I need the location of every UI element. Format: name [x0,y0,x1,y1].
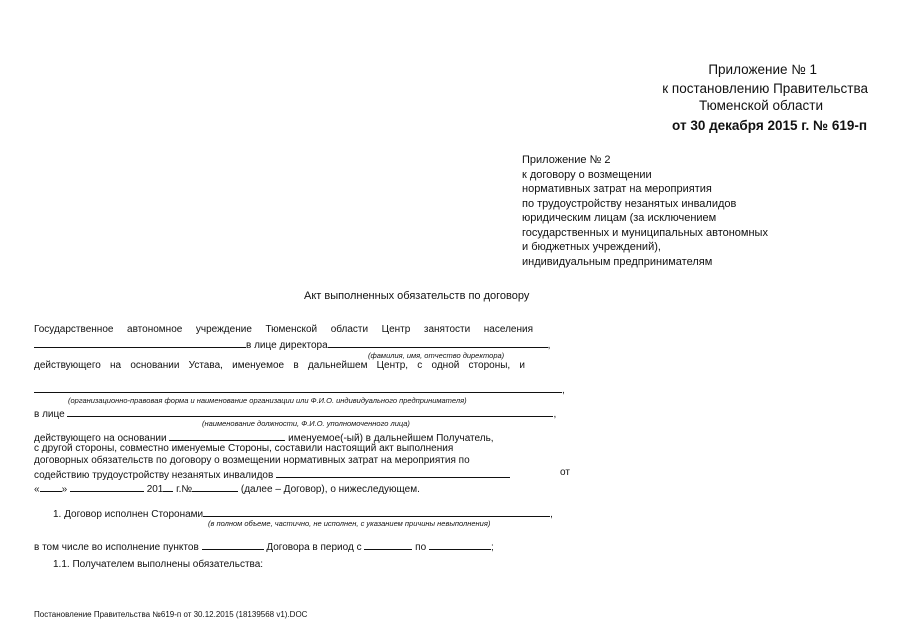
year-field[interactable] [163,481,173,492]
body-p1-line3: действующего на основании Устава, именуемое в дальнейшем Центр, с одной стороны, и [34,360,525,371]
appendix2-line: юридическим лицам (за исключением [522,212,717,224]
month-field[interactable] [70,481,144,492]
appendix2-block [522,153,768,269]
caption-org-form: (организационно-правовая форма и наименование организации или Ф.И.О. индивидуального предпринимателя) [68,396,467,405]
document-title: Акт выполненных обязательств по договору [304,290,530,302]
named-recipient-label: именуемое(-ый) в дальнейшем Получатель, [288,433,494,444]
assistance-label: содействию трудоустройству незанятых инвалидов [34,470,274,481]
year-prefix: 201 [146,484,164,495]
period-to-label: по [415,542,427,553]
points-field[interactable] [202,539,264,550]
fulfillment-field[interactable] [203,506,550,517]
contract-period-label: Договора в период с [266,542,362,553]
appendix1-line4: от 30 декабря 2015 г. № 619-п [672,118,867,133]
caption-position: (наименование должности, Ф.И.О. уполномоченного лица) [202,419,410,428]
representative-field[interactable] [67,406,553,417]
period-to-field[interactable] [429,539,491,550]
item1-line: 1. Договор исполнен Сторонами , [53,506,553,520]
caption-fullness: (в полном объеме, частично, не исполнен, с указанием причины невыполнения) [208,519,491,528]
period-from-field[interactable] [364,539,412,550]
after-contract-label: (далее – Договор), о нижеследующем. [240,484,420,495]
appendix2-line: индивидуальным предпринимателям [522,255,713,268]
acting-basis-line [34,430,494,444]
caption-director-fio: (фамилия, имя, отчество директора) [368,351,505,360]
appendix2-line: по трудоустройству незанятых инвалидов [522,197,737,210]
number-label: г.№ [176,484,193,495]
footer-filename: Постановление Правительства №619-п от 30.12.2015 (18139568 v1).DOC [34,610,308,619]
appendix1-line3: Тюменской области [699,98,823,113]
appendix2-line: государственных и муниципальных автономных [522,226,768,239]
body-p1-line2: в лице директора , [34,337,550,351]
in-person-label: в лице [34,409,65,420]
appendix2-line: и бюджетных учреждений), [522,241,661,253]
org-name-line: , [34,382,565,396]
points-period-line: в том числе во исполнение пунктов Договора в период с по ; [34,539,494,553]
org-name-field[interactable] [34,382,562,393]
day-field[interactable] [40,481,62,492]
body-p1-line1: Государственное автономное учреждение Тюменской области Центр занятости населения [34,324,533,335]
appendix2-line: нормативных затрат на мероприятия [522,183,712,195]
quote-close: » [61,484,68,495]
in-person-director-label: в лице директора [246,340,328,351]
date-number-line [34,481,420,495]
basis-field[interactable] [169,430,285,441]
appendix2-line: к договору о возмещении [522,168,652,181]
quote-open: « [34,484,40,495]
appendix1-line2: к постановлению Правительства [662,81,868,96]
blank-line[interactable] [34,337,246,348]
incl-points-label: в том числе во исполнение пунктов [34,542,199,553]
appendix2-line: Приложение № 2 [522,154,611,166]
director-name-field[interactable] [328,337,548,348]
assistance-line [34,467,510,481]
acting-basis-label: действующего на основании [34,433,167,444]
contract-name-field[interactable] [276,467,510,478]
in-person-line: в лице , [34,406,556,420]
item11-line: 1.1. Получателем выполнены обязательства: [53,559,264,570]
item1-label: 1. Договор исполнен Сторонами [53,509,204,520]
appendix1-line1: Приложение № 1 [708,62,817,77]
contract-number-field[interactable] [192,481,238,492]
other-side-line: с другой стороны, совместно именуемые Стороны, составили настоящий акт выполнения [34,443,454,454]
from-label: от [560,467,570,478]
contract-obligations-line: договорных обязательств по договору о возмещении нормативных затрат на мероприятия по [34,455,470,466]
